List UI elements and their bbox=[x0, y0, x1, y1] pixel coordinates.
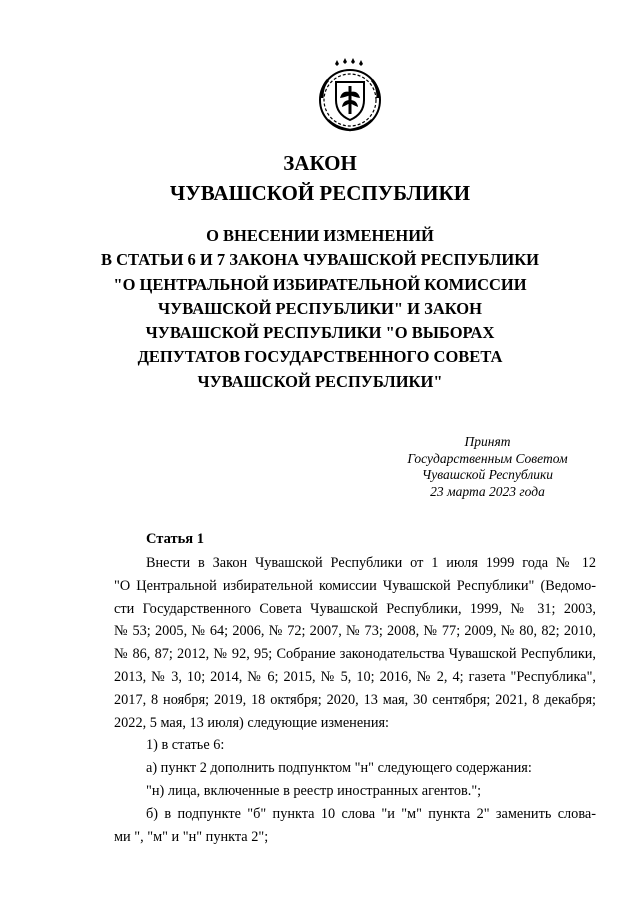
body-line: "О Центральной избирательной комиссии Чувашской Республики" (Ведомо- bbox=[114, 577, 596, 594]
article-heading: Статья 1 bbox=[146, 531, 204, 547]
body-line: ми ", "м" и "н" пункта 2"; bbox=[114, 828, 269, 845]
law-subtitle-line: ЧУВАШСКОЙ РЕСПУБЛИКИ "О ВЫБОРАХ bbox=[145, 323, 495, 343]
adoption-date: 23 марта 2023 года bbox=[430, 483, 545, 499]
body-line: № 53; 2005, № 64; 2006, № 72; 2007, № 73; 2008, № 77; 2009, № 80, 82; 2010, bbox=[114, 623, 596, 640]
law-subtitle-line: ДЕПУТАТОВ ГОСУДАРСТВЕННОГО СОВЕТА bbox=[137, 347, 503, 367]
list-item: а) пункт 2 дополнить подпунктом "н" следующего содержания: bbox=[146, 760, 532, 777]
body-line: Внести в Закон Чувашской Республики от 1 июля 1999 года № 12 bbox=[146, 555, 596, 571]
body-line: сти Государственного Совета Чувашской Республики, 1999, № 31; 2003, bbox=[114, 600, 596, 617]
law-subtitle-line: О ВНЕСЕНИИ ИЗМЕНЕНИЙ bbox=[206, 226, 434, 245]
law-subtitle-line: ЧУВАШСКОЙ РЕСПУБЛИКИ" bbox=[197, 371, 443, 391]
law-title-line: ЧУВАШСКОЙ РЕСПУБЛИКИ bbox=[169, 181, 471, 205]
body-line: 2017, 8 ноября; 2019, 18 октября; 2020, 13 мая, 30 сентября; 2021, 8 декабря; bbox=[114, 691, 596, 708]
law-subtitle bbox=[0, 224, 640, 394]
body-line: 2022, 5 мая, 13 июля) следующие изменения: bbox=[114, 714, 390, 731]
body-line: № 86, 87; 2012, № 92, 95; Собрание законодательства Чувашской Республики, bbox=[114, 646, 596, 663]
adoption-note bbox=[380, 434, 595, 500]
law-subtitle-line: В СТАТЬИ 6 И 7 ЗАКОНА ЧУВАШСКОЙ РЕСПУБЛИКИ bbox=[100, 250, 539, 270]
law-title bbox=[0, 148, 640, 208]
law-subtitle-line: "О ЦЕНТРАЛЬНОЙ ИЗБИРАТЕЛЬНОЙ КОМИССИИ bbox=[113, 274, 527, 294]
law-title-line: ЗАКОН bbox=[283, 151, 357, 175]
article-body bbox=[114, 552, 596, 848]
adoption-note-line: Чувашской Республики bbox=[421, 467, 554, 482]
list-item: б) в подпункте "б" пункта 10 слова "и "м" пункта 2" заменить слова- bbox=[146, 805, 596, 822]
coat-of-arms-emblem bbox=[314, 58, 386, 134]
list-item: 1) в статье 6: bbox=[146, 737, 225, 754]
law-subtitle-line: ЧУВАШСКОЙ РЕСПУБЛИКИ" И ЗАКОН bbox=[158, 298, 482, 318]
body-line: 2013, № 3, 10; 2014, № 6; 2015, № 5, 10; 2016, № 2, 4; газета "Республика", bbox=[114, 668, 596, 685]
adoption-note-line: Принят bbox=[464, 434, 511, 449]
adoption-note-line: Государственным Советом bbox=[407, 450, 568, 466]
list-item: "н) лица, включенные в реестр иностранных агентов."; bbox=[146, 782, 482, 799]
